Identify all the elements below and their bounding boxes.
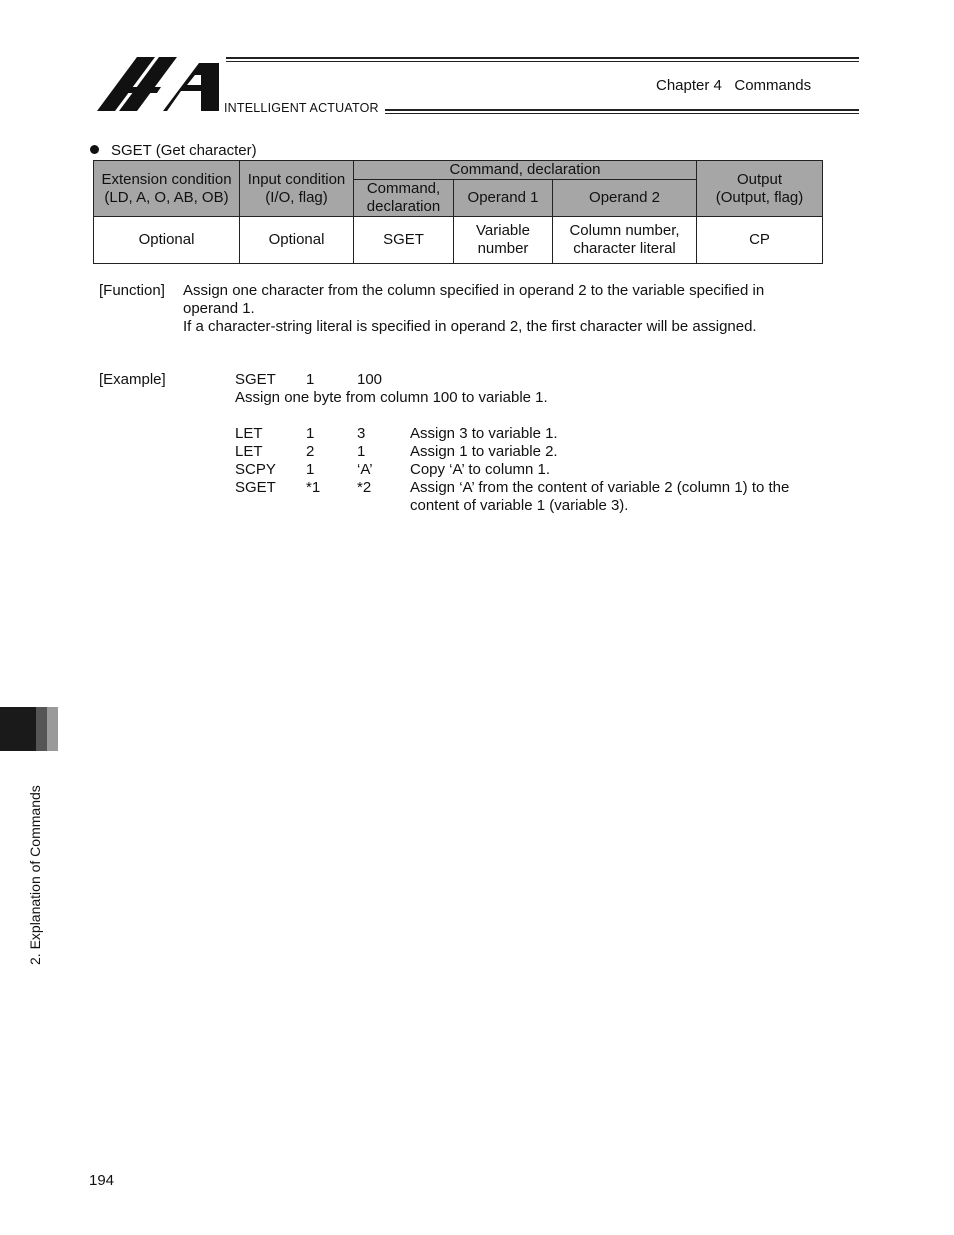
header-operand-2: Operand 2: [553, 180, 697, 217]
function-text-line: operand 1.: [183, 300, 255, 317]
example-command: SGET: [235, 479, 276, 496]
example-command: SCPY: [235, 461, 276, 478]
cell-output: CP: [697, 217, 823, 264]
header-operand-1: Operand 1: [454, 180, 553, 217]
example-command: LET: [235, 425, 263, 442]
side-tab-marker: [0, 707, 36, 751]
example-note-continued: content of variable 1 (variable 3).: [410, 497, 629, 514]
example-note: Assign 3 to variable 1.: [410, 425, 558, 442]
example-operand-2: 3: [357, 425, 366, 442]
header-rule-bottom: [385, 109, 859, 111]
side-tab-marker-light: [47, 707, 58, 751]
header-command: Command, declaration: [354, 180, 454, 217]
example-operand-2: ‘A’: [357, 461, 373, 478]
example-command: SGET: [235, 371, 276, 388]
example-operand-2: *2: [357, 479, 372, 496]
function-text-line: If a character-string literal is specified in operand 2, the first character will be assigned.: [183, 318, 757, 335]
table-row: [94, 217, 823, 264]
example-operand-1: 1: [306, 461, 315, 478]
example-operand-1: 2: [306, 443, 315, 460]
example-operand-1: *1: [306, 479, 321, 496]
cell-extension: Optional: [94, 217, 240, 264]
example-operand-2: 100: [357, 371, 383, 388]
function-label: [Function]: [99, 282, 165, 299]
page-number: 194: [89, 1172, 115, 1189]
cell-operand-2: Column number, character literal: [553, 217, 697, 264]
header-extension-condition: Extension condition (LD, A, O, AB, OB): [94, 161, 240, 217]
example-note: Assign one byte from column 100 to variable 1.: [235, 389, 548, 406]
example-operand-1: 1: [306, 425, 315, 442]
cell-input: Optional: [240, 217, 354, 264]
cell-command: SGET: [354, 217, 454, 264]
example-note: Assign ‘A’ from the content of variable 2 (column 1) to the: [410, 479, 790, 496]
header-rule-top: [226, 57, 859, 59]
side-section-label: 2. Explanation of Commands: [27, 785, 43, 965]
header-input-condition: Input condition (I/O, flag): [240, 161, 354, 217]
header-command-group: Command, declaration: [354, 161, 697, 180]
header-rule-top-thin: [226, 61, 859, 62]
bullet-icon: [90, 145, 99, 154]
section-title: SGET (Get character): [111, 142, 257, 159]
cell-operand-1: Variable number: [454, 217, 553, 264]
example-note: Copy ‘A’ to column 1.: [410, 461, 551, 478]
function-text-line: Assign one character from the column specified in operand 2 to the variable specified in: [183, 282, 765, 299]
command-table: [93, 160, 823, 264]
header-output: Output (Output, flag): [697, 161, 823, 217]
header-rule-bottom-thin: [385, 113, 859, 114]
example-operand-2: 1: [357, 443, 366, 460]
example-note: Assign 1 to variable 2.: [410, 443, 558, 460]
example-label: [Example]: [99, 371, 166, 388]
brand-name: INTELLIGENT ACTUATOR: [224, 101, 379, 115]
example-operand-1: 1: [306, 371, 315, 388]
side-tab-marker-mid: [36, 707, 47, 751]
example-command: LET: [235, 443, 263, 460]
chapter-title: Chapter 4 Commands: [656, 77, 812, 94]
ia-logo-icon: [97, 57, 219, 111]
